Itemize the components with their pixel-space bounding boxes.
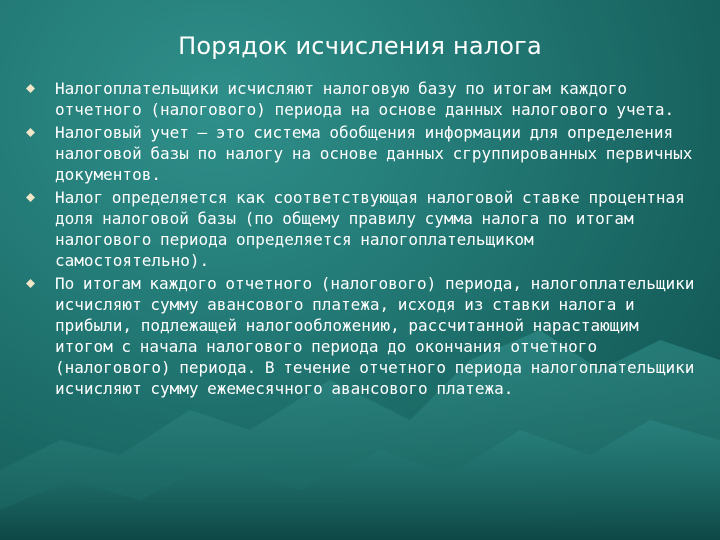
diamond-bullet-icon <box>26 193 35 202</box>
diamond-bullet-icon <box>26 279 35 288</box>
bullet-text: Налог определяется как соответствующая налоговой ставке процентная доля налоговой базы (по общему правилу сумма налога по итогам налогового периода определяется налогоплательщиком самостоятельно). <box>55 188 685 270</box>
bullet-text: Налогоплательщики исчисляют налоговую базу по итогам каждого отчетного (налогового) периода на основе данных налогового учета. <box>55 79 675 119</box>
bullet-item <box>24 273 696 399</box>
slide-title: Порядок исчисления налога <box>178 32 542 60</box>
diamond-bullet-icon <box>26 128 35 137</box>
diamond-bullet-icon <box>26 84 35 93</box>
bullet-item <box>24 187 696 271</box>
bullet-item <box>24 78 696 120</box>
bullet-text: По итогам каждого отчетного (налогового) периода, налогоплательщики исчисляют сумму авансового платежа, исходя из ставки налога и прибыли, подлежащей налогообложению, рассчитанной нарастающим итогом с начала налогового периода до окончания отчетного (налогового) периода. В течение отчетного периода налогоплательщики исчисляют сумму ежемесячного авансового платежа. <box>55 274 695 398</box>
bullet-item <box>24 122 696 185</box>
bullet-list <box>24 78 696 401</box>
bullet-text: Налоговый учет – это система обобщения информации для определения налоговой базы по налогу на основе данных сгруппированных первичных документов. <box>55 123 693 184</box>
